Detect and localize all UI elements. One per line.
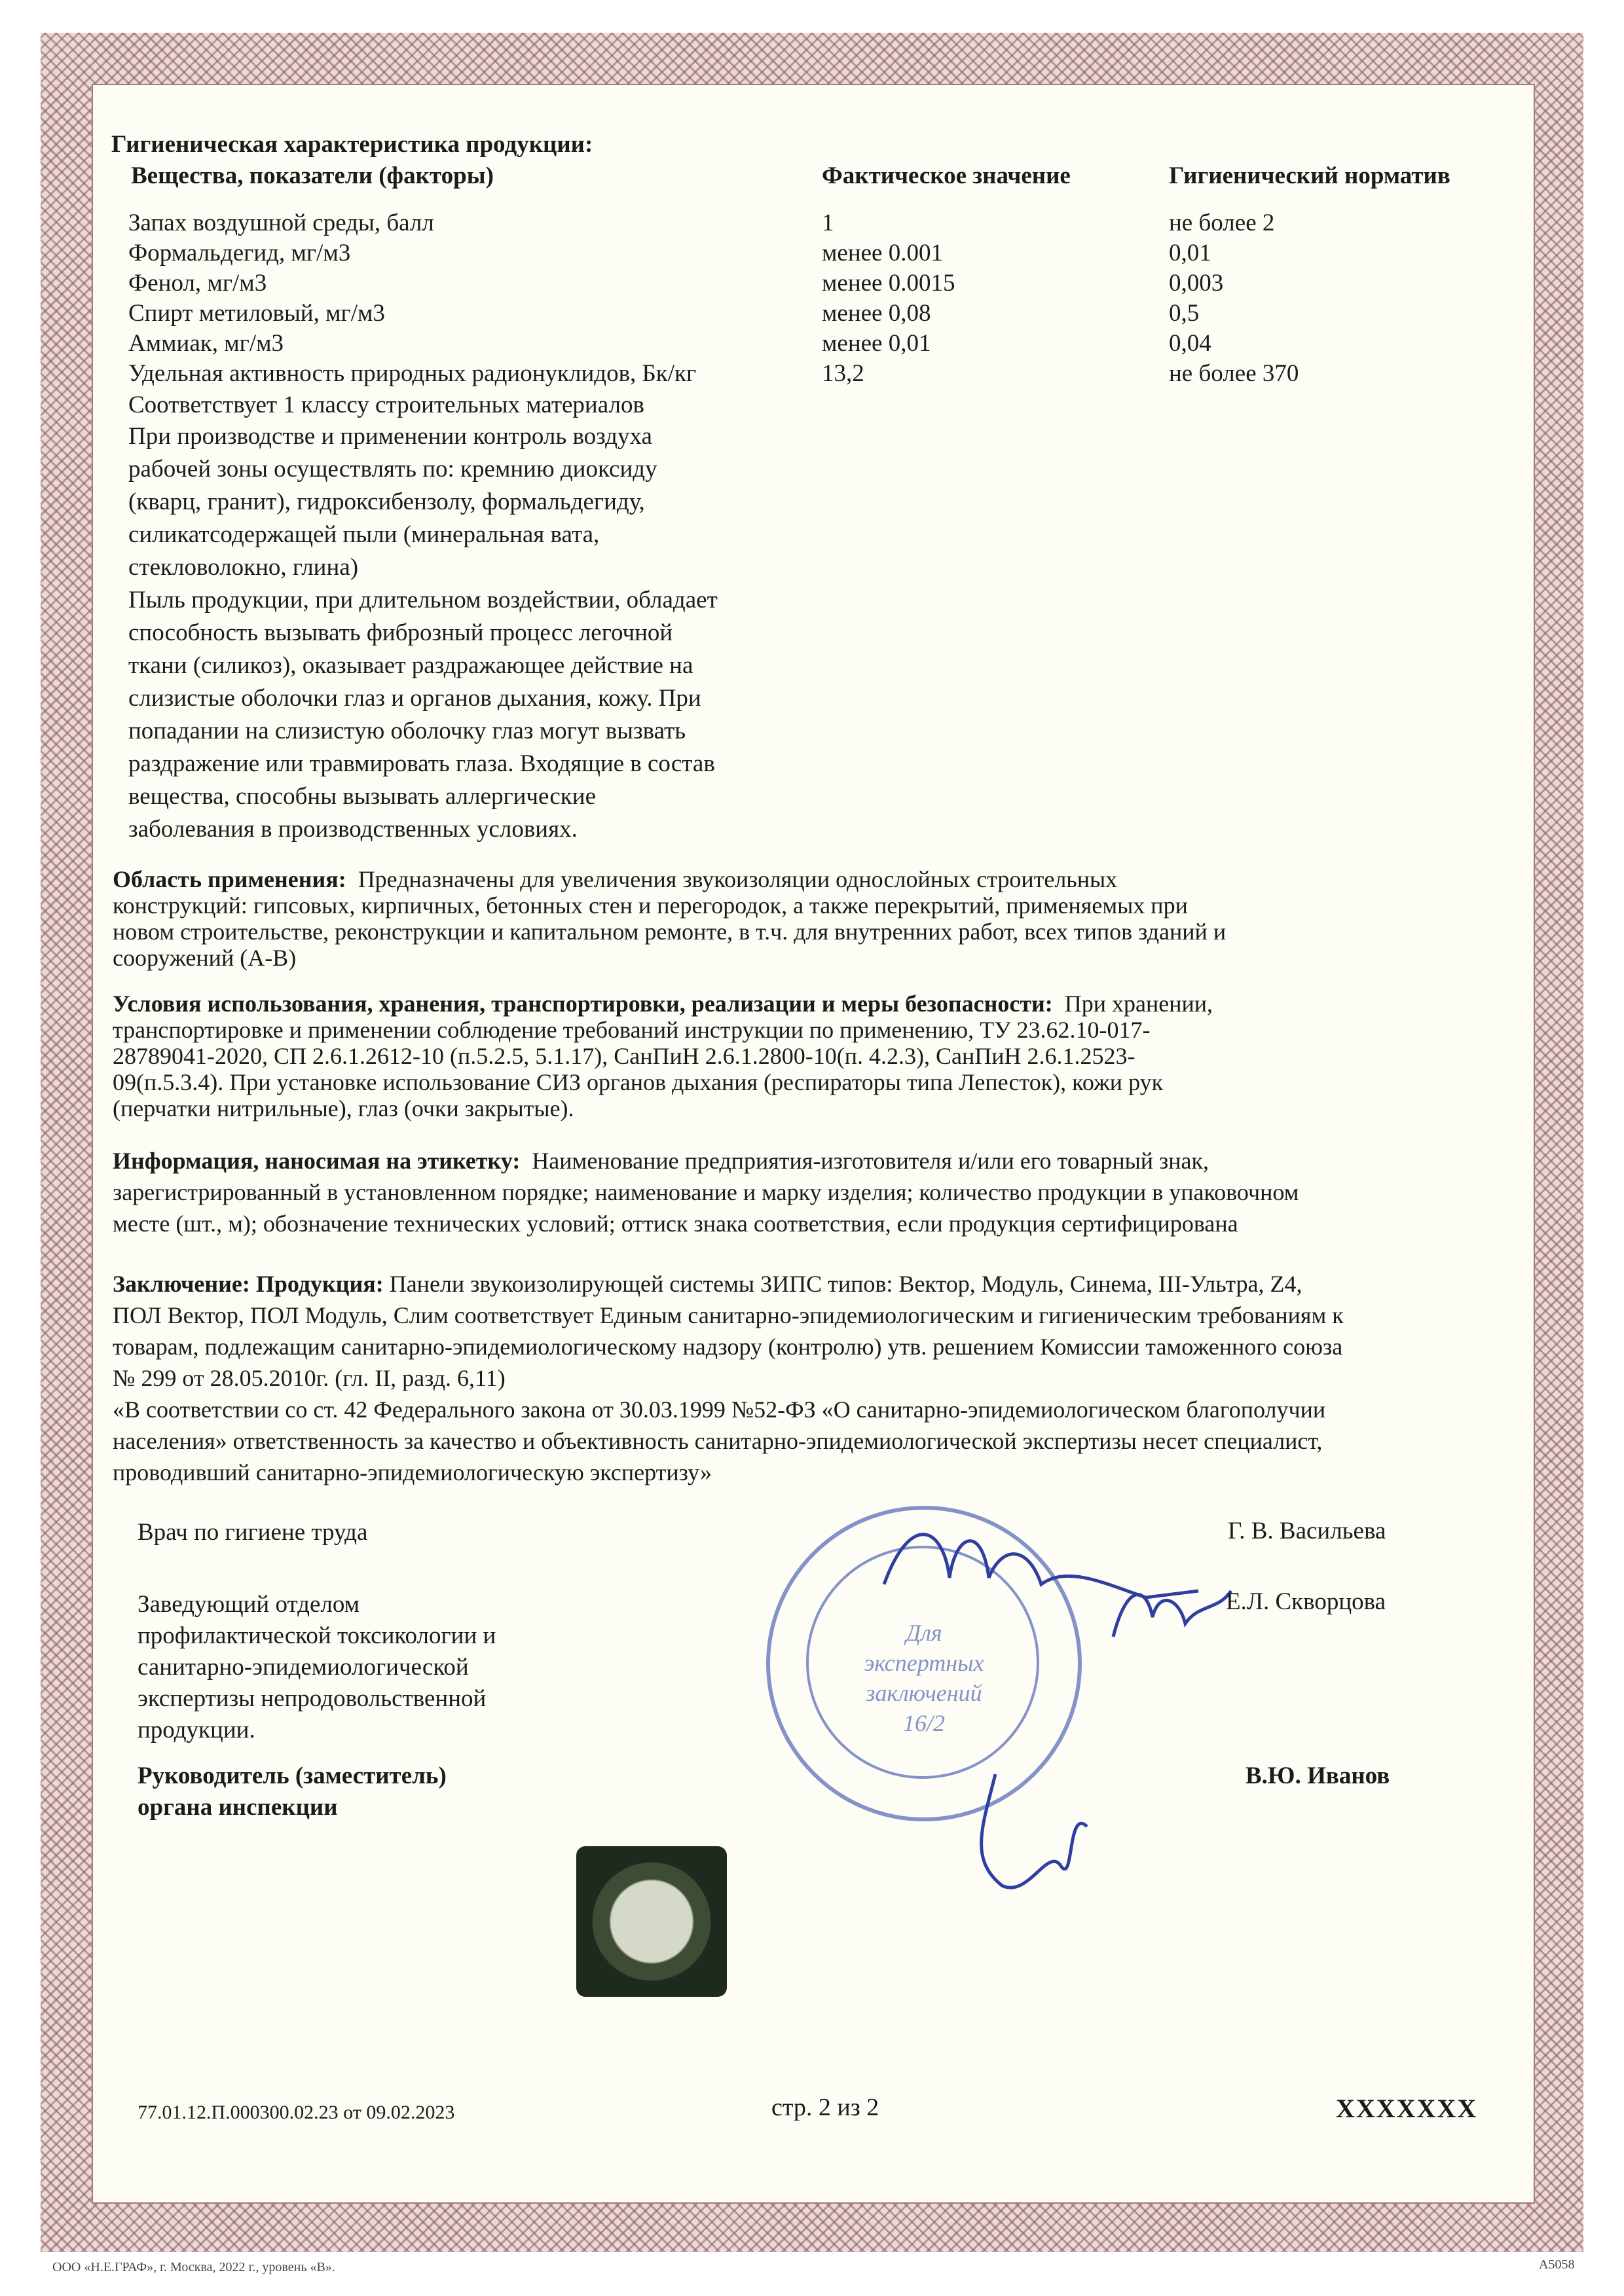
head-role-line: экспертизы непродовольственной: [138, 1685, 487, 1712]
row-name: Запах воздушной среды, балл: [128, 210, 434, 236]
conclusion-line: [113, 1269, 1302, 1299]
conclusion-line: № 299 от 28.05.2010г. (гл. II, разд. 6,11): [113, 1365, 506, 1391]
conditions-line: 28789041-2020, СП 2.6.1.2612-10 (п.5.2.5, 5.1.17), СанПиН 2.6.1.2800-10(п. 4.2.3), СанПиН 2.6.1.2523-: [113, 1043, 1135, 1069]
doctor-name: Г. В. Васильева: [1228, 1518, 1386, 1544]
note-line: Соответствует 1 классу строительных материалов: [128, 392, 644, 418]
row-actual: менее 0,01: [822, 330, 931, 357]
note-line: силикатсодержащей пыли (минеральная вата,: [128, 521, 600, 548]
row-name: Удельная активность природных радионуклидов, Бк/кг: [128, 360, 697, 387]
page-indicator: стр. 2 из 2: [771, 2094, 879, 2121]
row-norm: не более 2: [1169, 210, 1275, 236]
row-actual: менее 0.0015: [822, 270, 955, 297]
row-norm: 0,5: [1169, 300, 1200, 327]
note-line: (кварц, гранит), гидроксибензолу, формальдегиду,: [128, 488, 645, 515]
serial-number: XXXXXXX: [1336, 2094, 1478, 2123]
note-line: раздражение или травмировать глаза. Входящие в состав: [128, 750, 715, 777]
chief-role-line: Руководитель (заместитель): [138, 1762, 447, 1789]
hygiene-title: Гигиеническая характеристика продукции:: [111, 131, 593, 158]
col-norm-header: Гигиенический норматив: [1169, 162, 1450, 189]
note-line: заболевания в производственных условиях.: [128, 816, 578, 843]
row-name: Формальдегид, мг/м3: [128, 240, 351, 266]
form-code: А5058: [1539, 2257, 1575, 2272]
row-actual: менее 0.001: [822, 240, 943, 266]
doctor-role: Врач по гигиене труда: [138, 1519, 368, 1546]
scope-line: сооружений (А-В): [113, 945, 297, 971]
conclusion-text: Панели звукоизолирующей системы ЗИПС типов: Вектор, Модуль, Синема, III-Ультра, Z4,: [389, 1271, 1302, 1297]
label-info-label: Информация, наносимая на этикетку:: [113, 1148, 521, 1174]
row-actual: 13,2: [822, 360, 864, 387]
conclusion-line: товарам, подлежащим санитарно-эпидемиологическому надзору (контролю) утв. решением Комиссии таможенного союза: [113, 1334, 1343, 1360]
doc-number: 77.01.12.П.000300.02.23 от 09.02.2023: [138, 2102, 455, 2123]
label-info-line: [113, 1146, 1209, 1176]
note-line: попадании на слизистую оболочку глаз могут вызвать: [128, 718, 686, 744]
row-actual: 1: [822, 210, 834, 236]
head-role-line: профилактической токсикологии и: [138, 1622, 496, 1649]
row-name: Аммиак, мг/м3: [128, 330, 284, 357]
chief-name: В.Ю. Иванов: [1246, 1762, 1390, 1789]
col-substance-header: Вещества, показатели (факторы): [131, 162, 494, 189]
note-line: вещества, способны вызывать аллергические: [128, 783, 597, 810]
label-info-line: месте (шт., м); обозначение технических условий; оттиск знака соответствия, если продукция сертифицирована: [113, 1211, 1238, 1237]
note-line: При производстве и применении контроль воздуха: [128, 423, 652, 450]
seal-line: экспертных: [864, 1650, 984, 1676]
row-norm: 0,04: [1169, 330, 1211, 357]
seal-line: 16/2: [902, 1710, 945, 1736]
signature-skvortsova: [1107, 1565, 1238, 1650]
row-name: Фенол, мг/м3: [128, 270, 267, 297]
scope-line: конструкций: гипсовых, кирпичных, бетонных стен и перегородок, а также перекрытий, применяемых при: [113, 892, 1188, 919]
scope-label: Область применения:: [113, 866, 346, 892]
conditions-line: транспортировке и применении соблюдение требований инструкции по применению, ТУ 23.62.10-017-: [113, 1017, 1151, 1043]
conclusion-line: ПОЛ Вектор, ПОЛ Модуль, Слим соответствует Единым санитарно-эпидемиологическим и гигиеническим требованиям к: [113, 1302, 1344, 1328]
conclusion-line: «В соответствии со ст. 42 Федерального закона от 30.03.1999 №52-ФЗ «О санитарно-эпидемиологическом благополучии: [113, 1396, 1326, 1423]
chief-role-line: органа инспекции: [138, 1794, 338, 1821]
conclusion-label: Заключение: Продукция:: [113, 1271, 384, 1297]
label-info-text: Наименование предприятия-изготовителя и/или его товарный знак,: [532, 1148, 1209, 1174]
note-line: ткани (силикоз), оказывает раздражающее действие на: [128, 652, 693, 679]
note-line: Пыль продукции, при длительном воздействии, обладает: [128, 587, 718, 613]
conclusion-line: населения» ответственность за качество и объективность санитарно-эпидемиологической экспертизы несет специалист,: [113, 1428, 1323, 1454]
note-line: слизистые оболочки глаз и органов дыхания, кожу. При: [128, 685, 701, 712]
label-info-line: зарегистрированный в установленном порядке; наименование и марку изделия; количество продукции в упаковочном: [113, 1179, 1299, 1205]
note-line: рабочей зоны осуществлять по: кремнию диоксиду: [128, 456, 657, 483]
conditions-label: Условия использования, хранения, транспортировки, реализации и меры безопасности:: [113, 991, 1053, 1017]
row-name: Спирт метиловый, мг/м3: [128, 300, 385, 327]
printer-note: ООО «Н.Е.ГРАФ», г. Москва, 2022 г., уровень «В».: [52, 2260, 335, 2274]
col-actual-header: Фактическое значение: [822, 162, 1071, 189]
seal-line: Для: [906, 1620, 942, 1646]
head-role-line: санитарно-эпидемиологической: [138, 1654, 469, 1681]
head-role-line: Заведующий отделом: [138, 1591, 360, 1618]
conclusion-line: проводивший санитарно-эпидемиологическую экспертизу»: [113, 1459, 712, 1485]
scope-text: Предназначены для увеличения звукоизоляции однослойных строительных: [358, 866, 1118, 892]
conditions-line: 09(п.5.3.4). При установке использование СИЗ органов дыхания (респираторы типа Лепесток), кожи рук: [113, 1069, 1164, 1095]
conditions-text: При хранении,: [1064, 991, 1213, 1017]
row-norm: 0,003: [1169, 270, 1224, 297]
row-actual: менее 0,08: [822, 300, 931, 327]
seal-line: заключений: [866, 1680, 982, 1706]
row-norm: 0,01: [1169, 240, 1211, 266]
note-line: способность вызывать фиброзный процесс легочной: [128, 619, 673, 646]
head-name: Е.Л. Скворцова: [1226, 1588, 1386, 1615]
hologram-emblem: [576, 1846, 727, 1997]
note-line: стекловолокно, глина): [128, 554, 359, 581]
row-norm: не более 370: [1169, 360, 1299, 387]
conditions-line: (перчатки нитрильные), глаз (очки закрытые).: [113, 1095, 574, 1121]
scope-line: новом строительстве, реконструкции и капитальном ремонте, в т.ч. для внутренних работ, всех типов зданий и: [113, 919, 1227, 945]
signature-ivanov: [956, 1768, 1100, 1912]
head-role-line: продукции.: [138, 1717, 255, 1743]
